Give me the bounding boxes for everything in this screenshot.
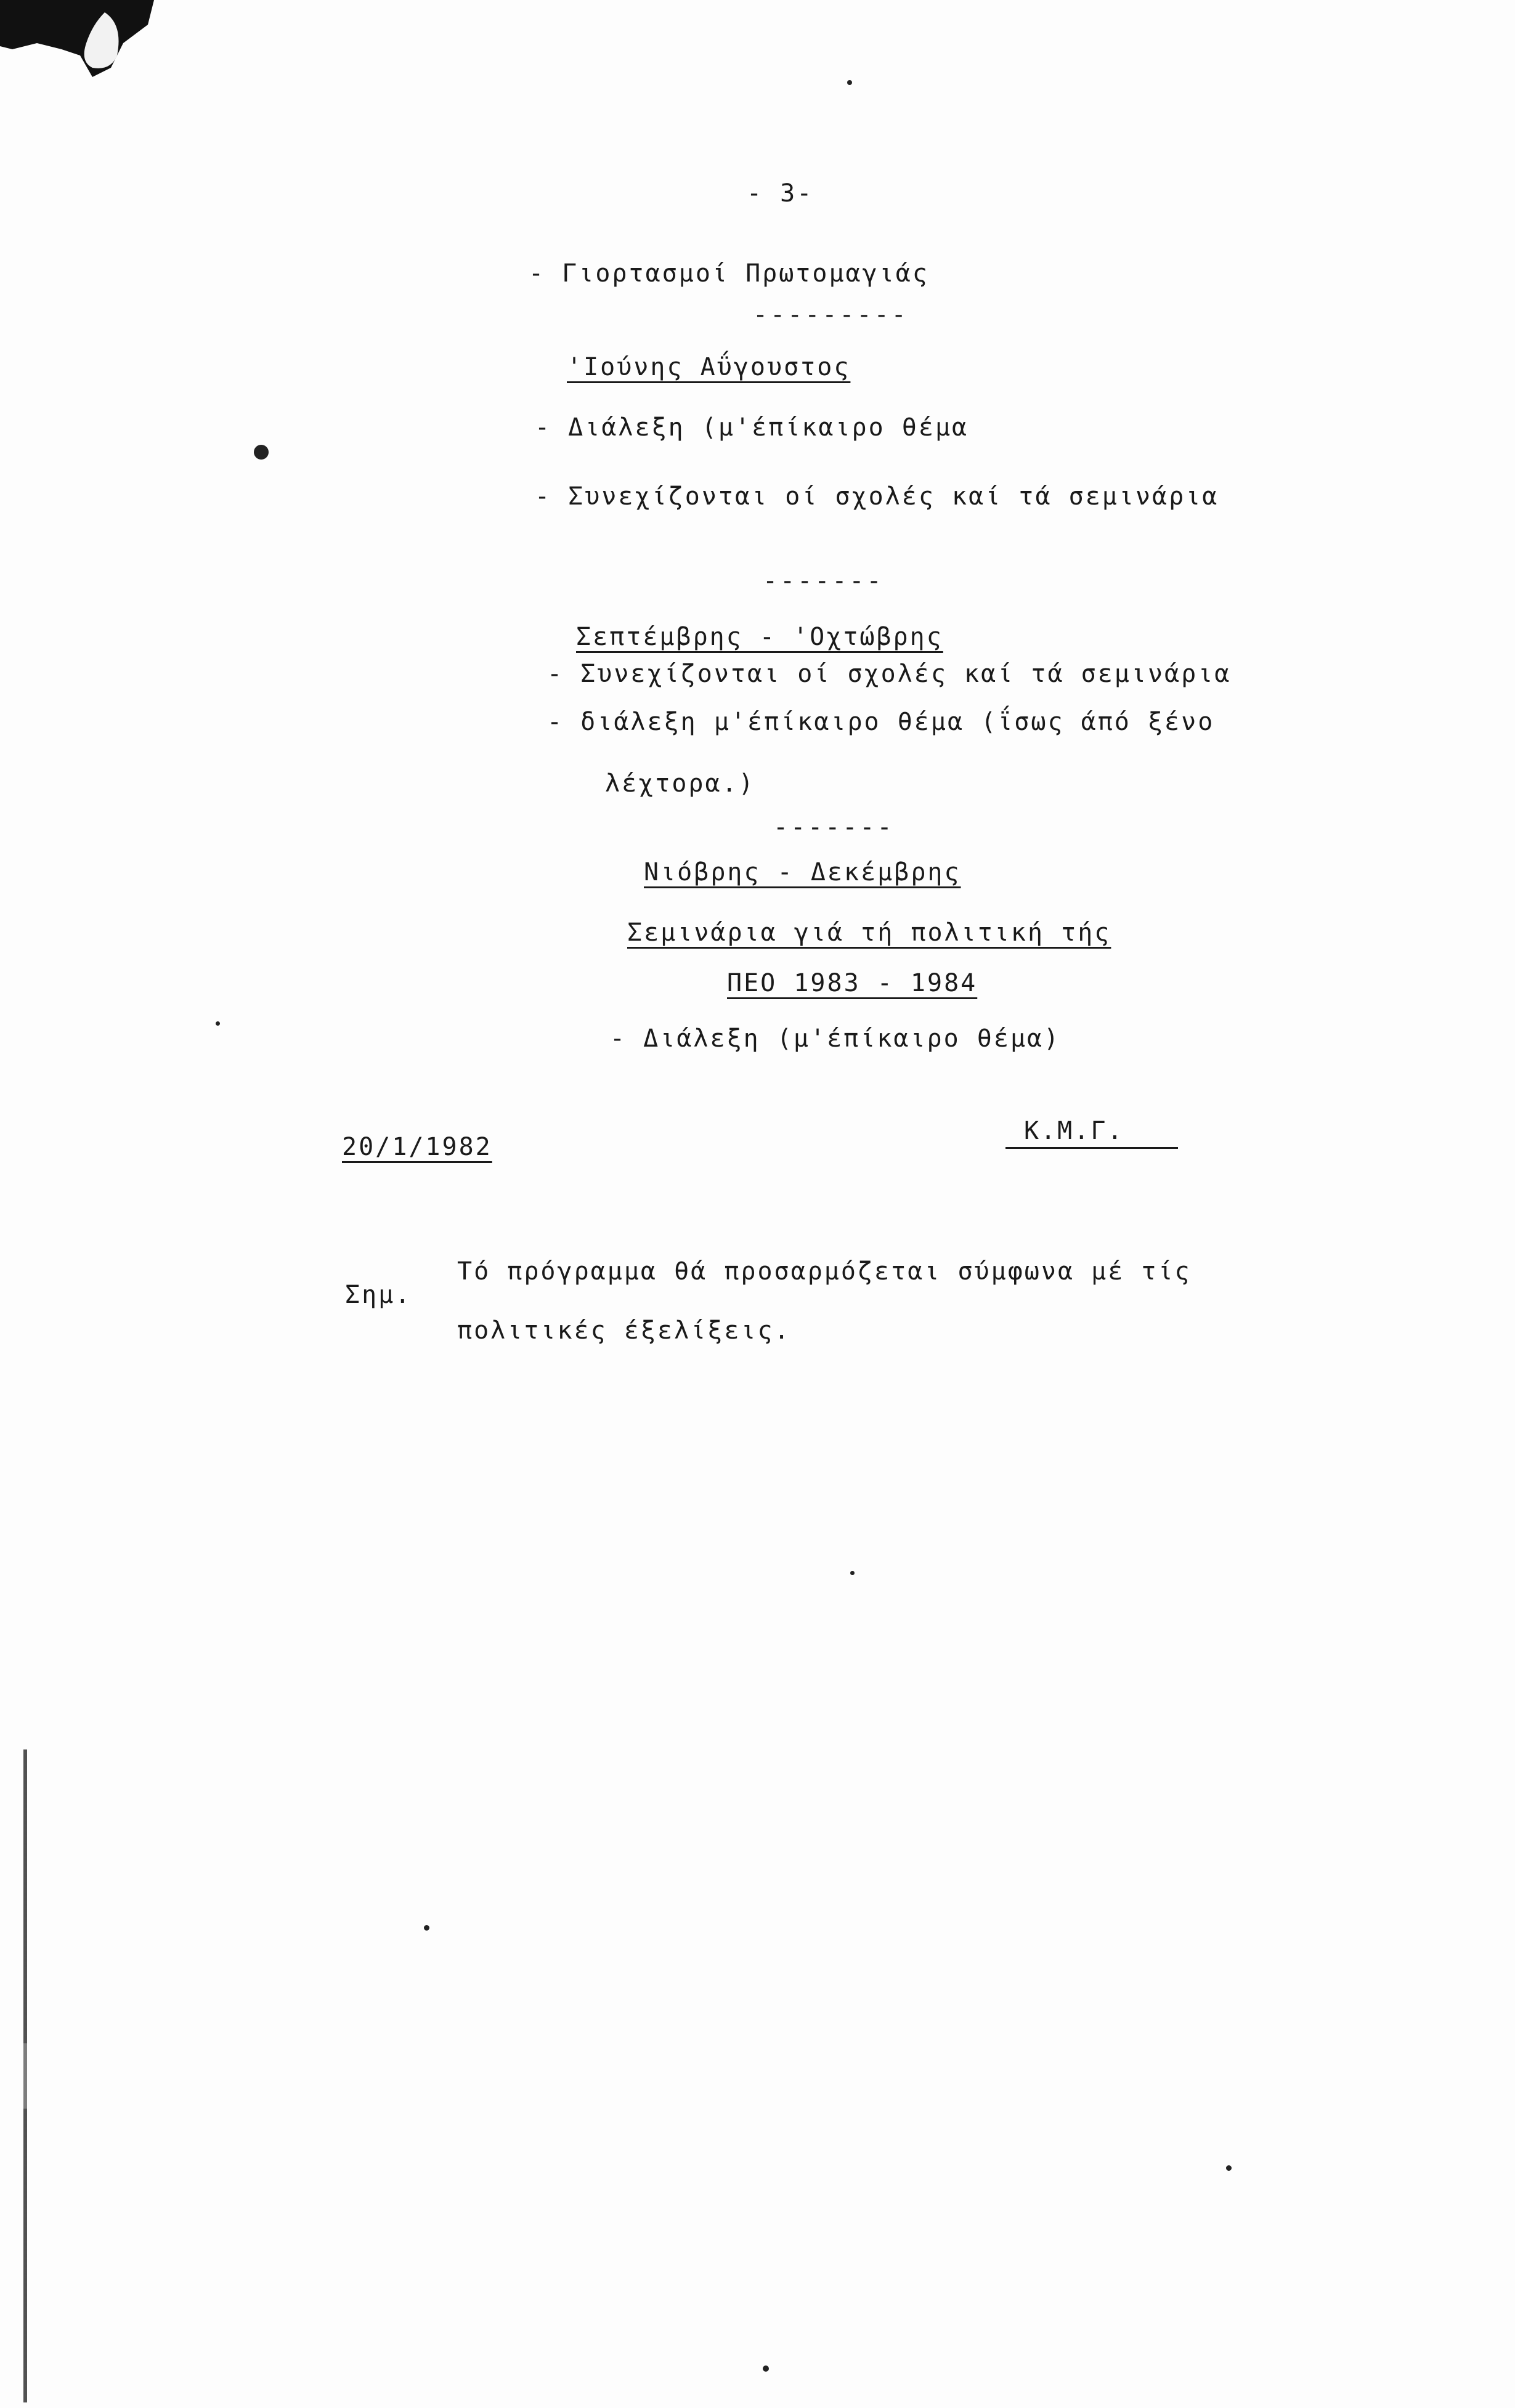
note-label: Σημ. bbox=[345, 1281, 412, 1309]
list-item: - Διάλεξη (μ'έπίκαιρο θέμα bbox=[535, 413, 969, 442]
scan-margin-line bbox=[23, 1749, 27, 2402]
scan-speck bbox=[424, 1925, 429, 1931]
page-number: - 3- bbox=[747, 179, 814, 208]
signature-underline bbox=[1005, 1147, 1178, 1149]
list-item: - Συνεχίζονται οί σχολές καί τά σεμινάρια bbox=[535, 482, 1219, 511]
section-divider: --------- bbox=[753, 301, 909, 329]
scan-speck bbox=[254, 445, 269, 460]
list-item: - Συνεχίζονται οί σχολές καί τά σεμινάρια bbox=[547, 660, 1232, 688]
signature-initials: Κ.Μ.Γ. bbox=[1024, 1117, 1124, 1145]
scan-speck bbox=[763, 2365, 769, 2372]
note-line-1: Τό πρόγραμμα θά προσαρμόζεται σύμφωνα μέ τίς bbox=[457, 1257, 1192, 1286]
scan-speck bbox=[847, 80, 852, 85]
section-divider: ------- bbox=[773, 813, 895, 841]
seminar-heading-line1: Σεμινάρια γιά τή πολιτική τής bbox=[627, 918, 1111, 947]
scan-speck bbox=[850, 1571, 855, 1575]
section-heading-nov-dec: Νιόβρης - Δεκέμβρης bbox=[644, 858, 961, 886]
section-heading-jun-aug: 'Ιούνης Αΰγουστος bbox=[567, 353, 851, 381]
note-line-2: πολιτικές έξελίξεις. bbox=[457, 1316, 791, 1345]
section-heading-sep-oct: Σεπτέμβρης - 'Οχτώβρης bbox=[576, 623, 943, 651]
scan-corner-artifact bbox=[0, 0, 154, 80]
seminar-heading-line2: ΠΕΟ 1983 - 1984 bbox=[727, 969, 978, 997]
list-item: - Διάλεξη (μ'έπίκαιρο θέμα) bbox=[610, 1024, 1061, 1053]
document-date: 20/1/1982 bbox=[342, 1133, 492, 1161]
list-item: - διάλεξη μ'έπίκαιρο θέμα (ΐσως άπό ξένο bbox=[547, 708, 1215, 736]
section-divider: ------- bbox=[763, 567, 884, 595]
mayday-item: - Γιορτασμοί Πρωτομαγιάς bbox=[529, 259, 929, 288]
scan-speck bbox=[216, 1021, 220, 1026]
scan-speck bbox=[1226, 2165, 1232, 2171]
list-item-continuation: λέχτορα.) bbox=[605, 769, 755, 798]
